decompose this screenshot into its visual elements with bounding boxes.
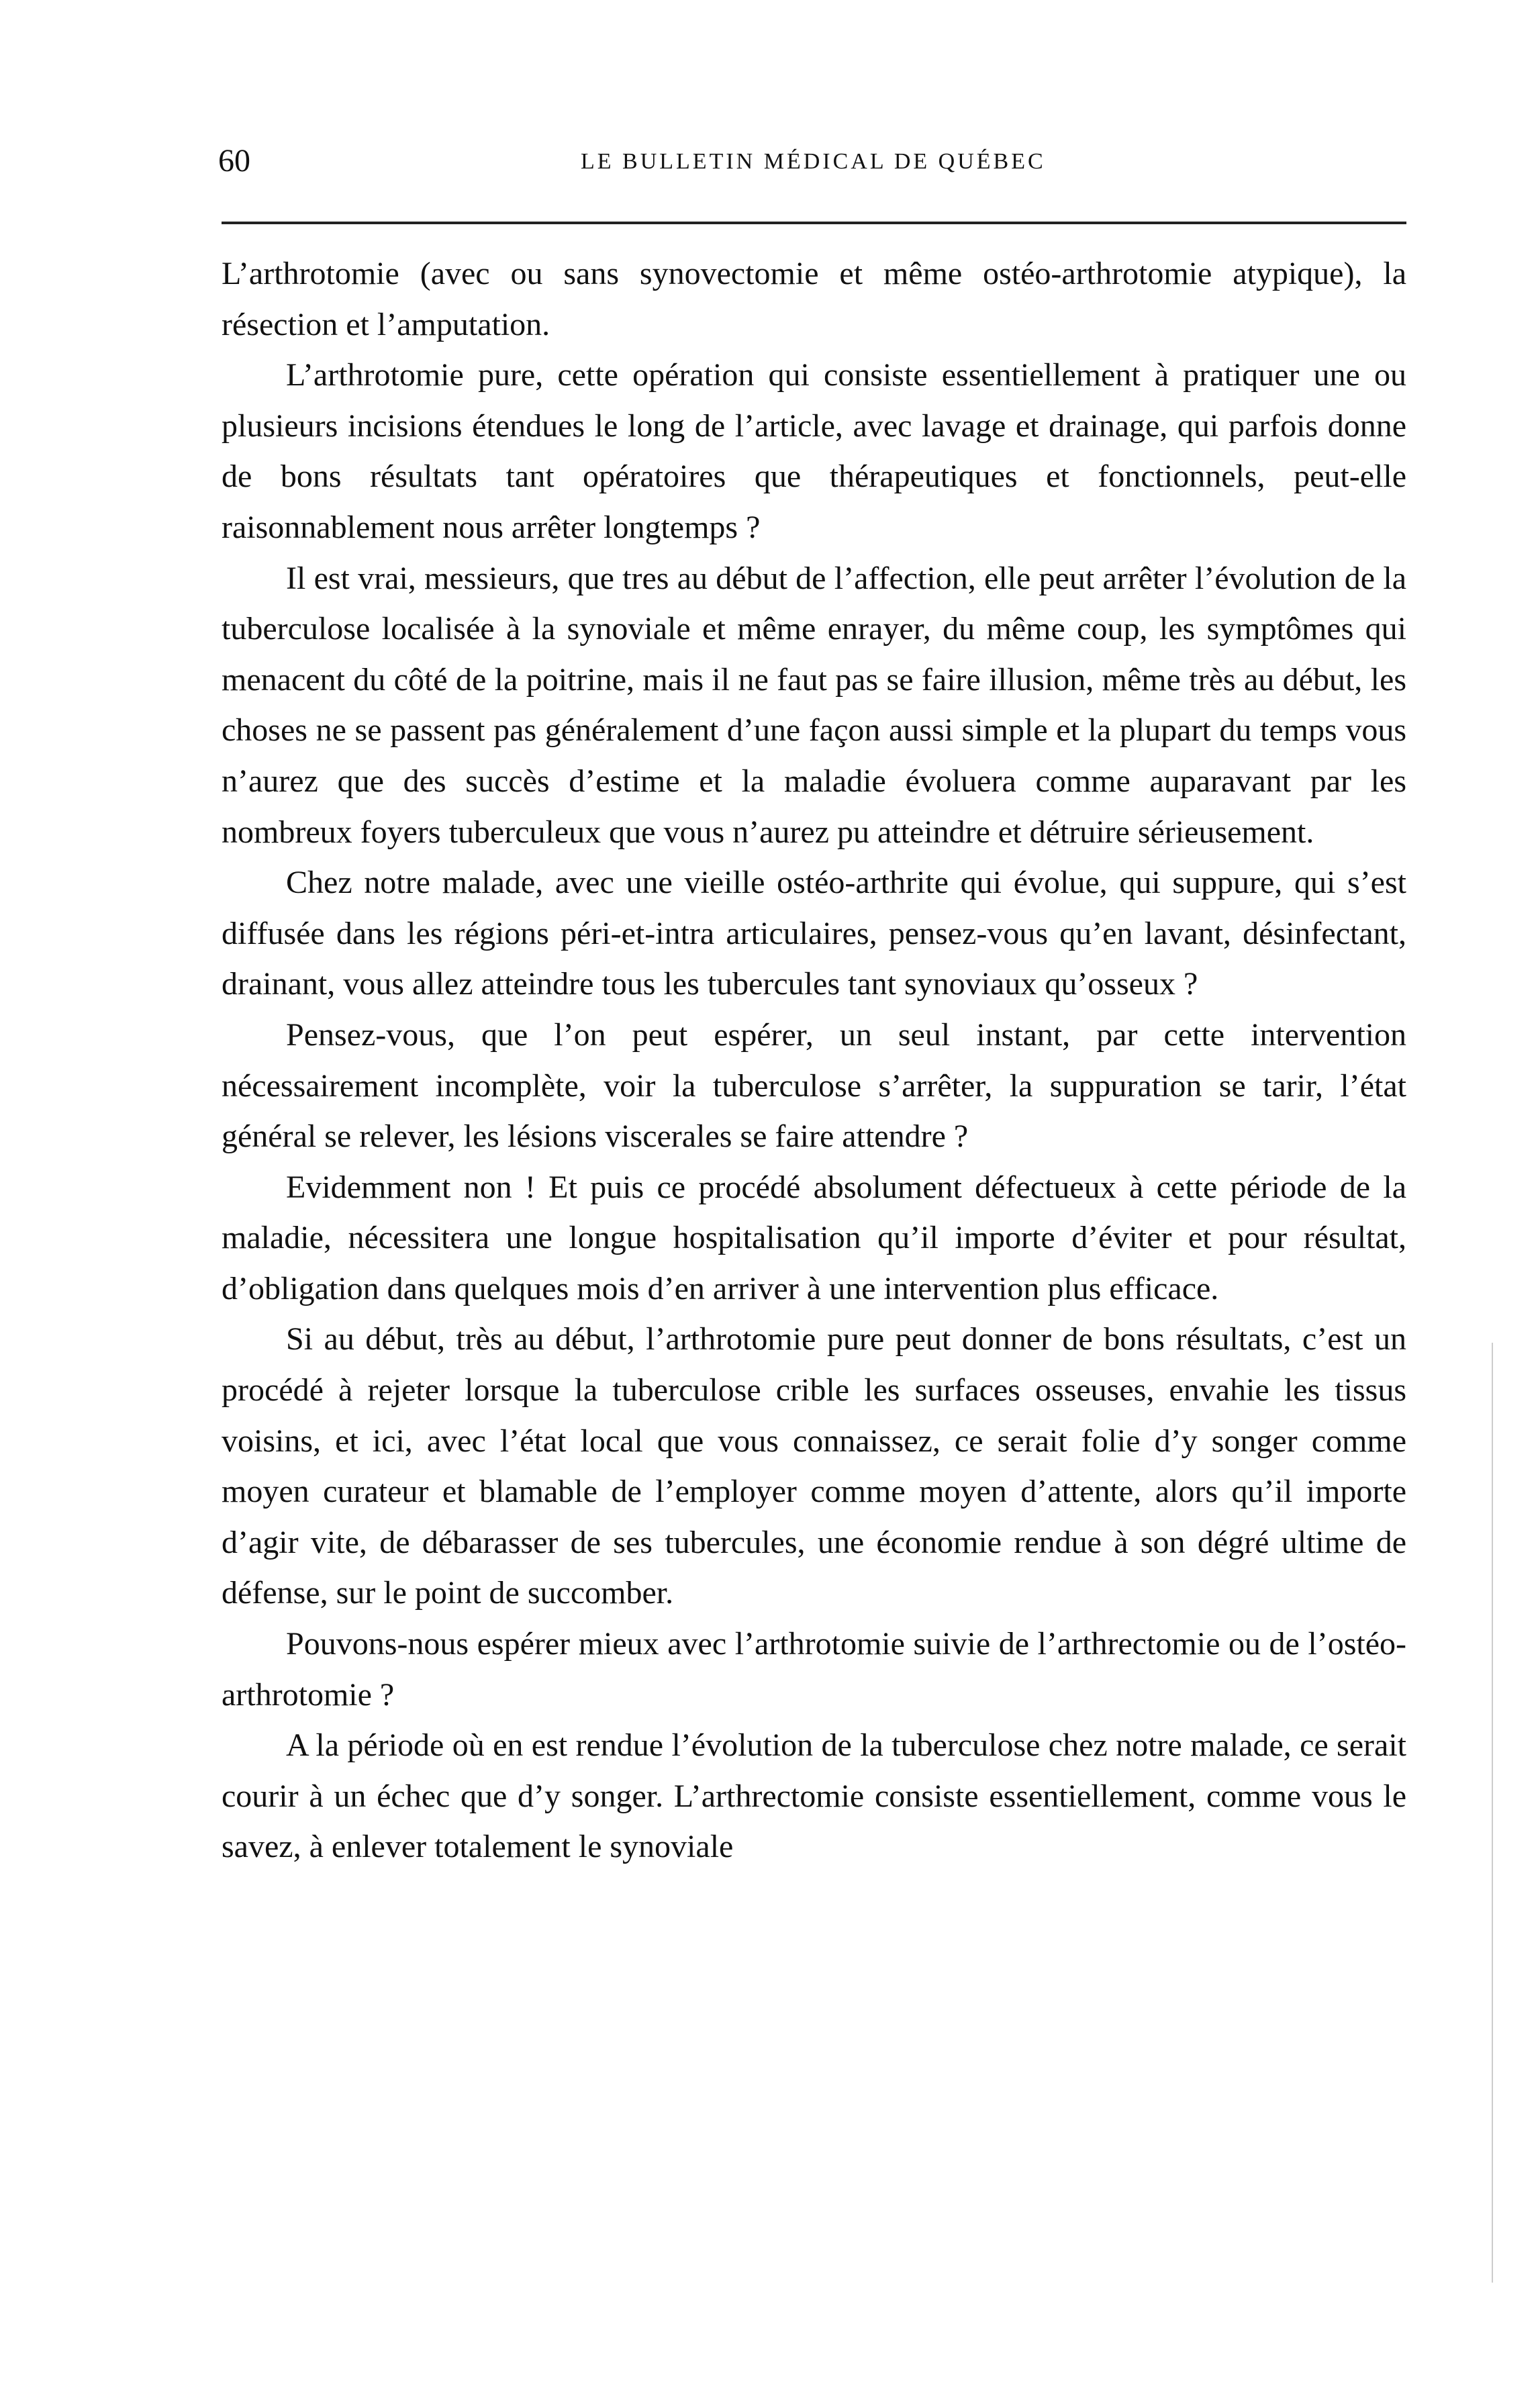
paragraph: L’arthrotomie (avec ou sans synovectomie et même ostéo-arthrotomie atypique), la résection et l’amputation. [222,256,1406,342]
running-title: LE BULLETIN MÉDICAL DE QUÉBEC [581,149,1046,174]
paragraph: L’arthrotomie pure, cette opération qui consiste essentiellement à pratiquer une ou plusieurs incisions étendues le long de l’article, avec lavage et drainage, qui parfois donne de bons résultats tant opératoires que thérapeutiques et fonctionnels, peut-elle raisonnablement nous arrêter longtemps ? [222,357,1406,545]
paragraph: Pensez-vous, que l’on peut espérer, un seul instant, par cette intervention nécessairement incomplète, voir la tuberculose s’arrêter, la suppuration se tarir, l’état général se relever, les lésions viscerales se faire attendre ? [222,1016,1406,1155]
page-number: 60 [218,143,250,179]
scan-edge-mark [1492,1343,1527,2283]
body-text [222,248,1406,1872]
paragraph: Chez notre malade, avec une vieille ostéo-arthrite qui évolue, qui suppure, qui s’est diffusée dans les régions péri-et-intra articulaires, pensez-vous qu’en lavant, désinfectant, drainant, vous allez atteindre tous les tubercules tant synoviaux qu’osseux ? [222,865,1406,1002]
paragraph: Il est vrai, messieurs, que tres au début de l’affection, elle peut arrêter l’évolution de la tuberculose localisée à la synoviale et même enrayer, du même coup, les symptômes qui menacent du côté de la poitrine, mais il ne faut pas se faire illusion, même très au début, les choses ne se passent pas généralement d’une façon aussi simple et la plupart du temps vous n’aurez que des succès d’estime et la maladie évoluera comme auparavant par les nombreux foyers tuberculeux que vous n’aurez pu atteindre et détruire sérieusement. [222,560,1406,850]
paragraph: A la période où en est rendue l’évolution de la tuberculose chez notre malade, ce serait courir à un échec que d’y songer. L’arthrectomie consiste essentiellement, comme vous le savez, à enlever totalement le synoviale [222,1727,1406,1865]
paragraph: Pouvons-nous espérer mieux avec l’arthrotomie suivie de l’arthrectomie ou de l’ostéo-arthrotomie ? [222,1626,1406,1713]
page-header [218,141,1406,188]
paragraph: Evidemment non ! Et puis ce procédé absolument défectueux à cette période de la maladie, nécessitera une longue hospitalisation qu’il importe d’éviter et pour résultat, d’obligation dans quelques mois d’en arriver à une intervention plus efficace. [222,1169,1406,1306]
paragraph: Si au début, très au début, l’arthrotomie pure peut donner de bons résultats, c’est un procédé à rejeter lorsque la tuberculose crible les surfaces osseuses, envahie les tissus voisins, et ici, avec l’état local que vous connaissez, ce serait folie d’y songer comme moyen curateur et blamable de l’employer comme moyen d’attente, alors qu’il importe d’agir vite, de débarasser de ses tubercules, une économie rendue à son dégré ultime de défense, sur le point de succomber. [222,1321,1406,1611]
header-rule [222,222,1406,224]
